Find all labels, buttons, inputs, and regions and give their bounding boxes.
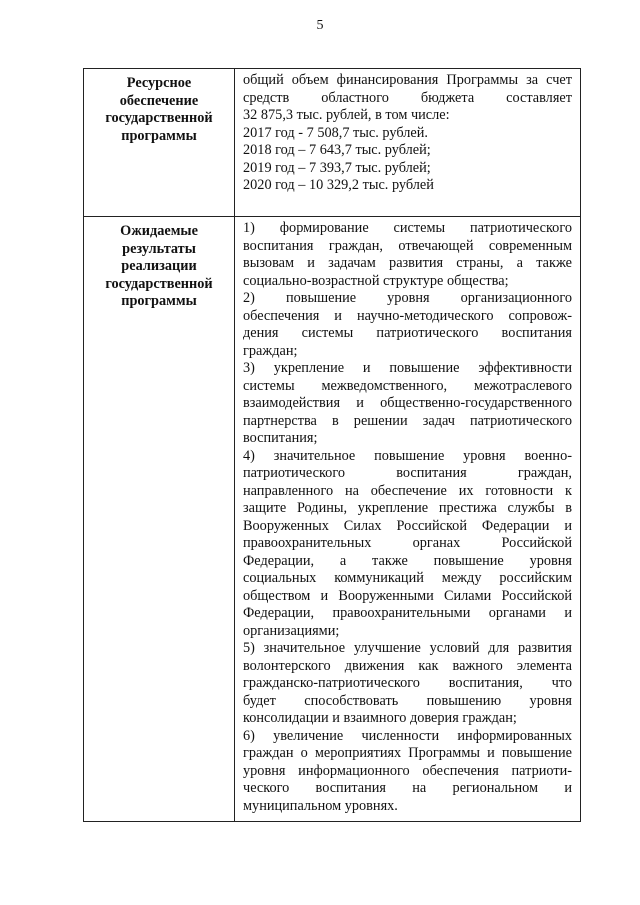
result-item-line: граждан; [243,342,298,359]
result-item-line: Федерации, правоохранительными органами и [243,605,572,621]
value-line: 2020 год – 10 329,2 тыс. рублей [243,177,434,193]
value-line: 2018 год – 7 643,7 тыс. рублей; [243,142,431,158]
result-item-line: 5) значительное улучшение условий для развития [243,640,572,656]
table-row-funding [84,69,581,217]
result-item-line: 3) укрепление и повышение эффективности [243,360,572,376]
result-item-line: вызовам и задачам развития страны, а также [243,255,572,271]
result-item-line: патриотического воспитания граждан, [243,465,572,481]
result-item-line: муниципальном уровнях. [243,797,398,814]
result-item-line: взаимодействия и общественно-государственного [243,395,572,411]
result-item-line: Вооруженных Силах Российской Федерации и [243,517,572,534]
result-item-line: социально-возрастной структуре общества; [243,272,509,289]
label-line: государственной [105,110,213,126]
result-item-line: волонтерского движения как важного элемента [243,657,572,674]
result-item-line: ческого воспитания на региональном и [243,780,572,796]
result-item-line: гражданско-патриотического воспитания, что [243,675,572,691]
result-item-line: защите Родины, укрепление престижа службы в [243,500,572,516]
result-item-line: партнерства в решении задач патриотического [243,412,572,429]
value-line: общий объем финансирования Программы за счет [243,72,572,88]
label-line: программы [121,127,197,144]
result-item-1 [243,220,572,290]
program-passport-table [83,68,581,822]
result-item-line: 2) повышение уровня организационного [243,290,572,306]
result-item-6 [243,728,572,816]
label-line: программы [121,293,197,309]
result-item-line: воспитания; [243,430,318,446]
funding-label-cell [84,69,235,217]
table-row-expected-results [84,217,581,822]
result-item-3 [243,360,572,448]
results-value-cell [235,217,581,822]
label-line: Ресурсное [126,75,192,91]
result-item-line: правоохранительных органах Российской [243,535,572,551]
result-item-line: социальных коммуникаций между российским [243,570,572,586]
result-item-line: воспитания граждан, отвечающей современным [243,237,572,254]
result-item-line: 4) значительное повышение уровня военно- [243,447,572,464]
result-item-line: уровня информационного обеспечения патриоти- [243,762,572,779]
value-line: средств областного бюджета составляет [243,89,572,106]
result-item-line: граждан о мероприятиях Программы и повышение [243,745,572,761]
label-line: реализации [121,258,197,274]
result-item-5 [243,640,572,728]
result-item-line: консолидации и взаимного доверия граждан; [243,710,517,726]
result-item-line: системы межведомственного, межотраслевого [243,377,572,394]
result-item-line: обществом и Вооруженными Силами Российской [243,587,572,604]
funding-value-cell [235,69,581,217]
label-line: Ожидаемые [120,223,198,239]
value-line: 2019 год – 7 393,7 тыс. рублей; [243,159,431,176]
value-line: 32 875,3 тыс. рублей, в том числе: [243,107,450,123]
result-item-line: Федерации, а также повышение уровня [243,552,572,569]
result-item-line: обеспечения и научно-методического сопровож- [243,307,572,324]
result-item-line: будет способствовать повышению уровня [243,692,572,709]
result-item-line: направленного на обеспечение их готовности к [243,482,572,499]
label-line: результаты [122,240,196,257]
value-line: 2017 год - 7 508,7 тыс. рублей. [243,124,428,141]
results-label-cell [84,217,235,822]
result-item-line: 6) увеличение численности информированных [243,727,572,744]
label-line: обеспечение [119,92,199,109]
page-number: 5 [316,18,324,33]
result-item-4 [243,448,572,641]
result-item-line: дения системы патриотического воспитания [243,325,572,341]
result-item-line: организациями; [243,622,340,639]
result-item-2 [243,290,572,360]
label-line: государственной [105,275,213,292]
result-item-line: 1) формирование системы патриотического [243,220,572,236]
